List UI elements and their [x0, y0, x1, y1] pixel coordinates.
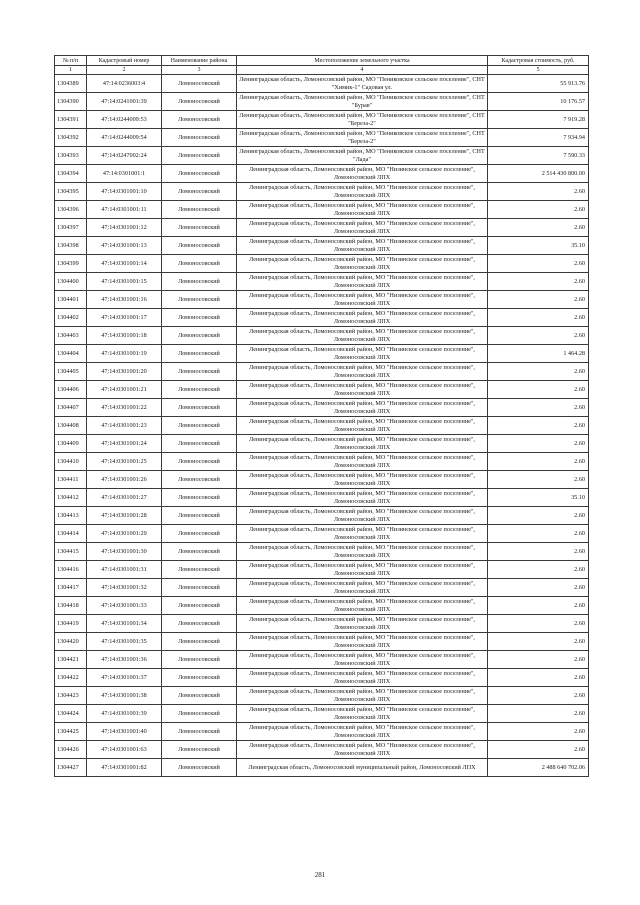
- cadastral-value-cell: 1 464.28: [488, 345, 589, 363]
- location-cell: Ленинградская область, Ломоносовский район, МО "Низинское сельское поселение", Ломоносовский ЛПХ: [237, 741, 488, 759]
- cadastral-value-cell: 2.60: [488, 453, 589, 471]
- cadastral-number-cell: 47:14:0301001:15: [87, 273, 162, 291]
- row-number-cell: 1304411: [55, 471, 87, 489]
- cadastral-value-cell: 2.60: [488, 525, 589, 543]
- row-number-cell: 1304391: [55, 111, 87, 129]
- cadastral-number-cell: 47:14:0301001:12: [87, 219, 162, 237]
- row-number-cell: 1304426: [55, 741, 87, 759]
- cadastral-value-cell: 2 488 640 702.06: [488, 759, 589, 777]
- location-cell: Ленинградская область, Ломоносовский район, МО "Пениковское сельское поселение", СНТ "Лада": [237, 147, 488, 165]
- cadastral-number-cell: 47:14:0301001:1: [87, 165, 162, 183]
- cadastral-value-cell: 2.60: [488, 741, 589, 759]
- district-cell: Ломоносовский: [162, 435, 237, 453]
- district-cell: Ломоносовский: [162, 255, 237, 273]
- table-row: [55, 525, 589, 543]
- district-cell: Ломоносовский: [162, 687, 237, 705]
- cadastral-number-cell: 47:14:0301001:82: [87, 759, 162, 777]
- cadastral-value-cell: 7 590.33: [488, 147, 589, 165]
- cadastral-value-cell: 55 913.76: [488, 75, 589, 93]
- location-cell: Ленинградская область, Ломоносовский район, МО "Низинское сельское поселение", Ломоносовский ЛПХ: [237, 417, 488, 435]
- table-row: [55, 507, 589, 525]
- cadastral-number-cell: 47:14:0301001:31: [87, 561, 162, 579]
- table-row: [55, 273, 589, 291]
- row-number-cell: 1304415: [55, 543, 87, 561]
- district-cell: Ломоносовский: [162, 93, 237, 111]
- location-cell: Ленинградская область, Ломоносовский район, МО "Низинское сельское поселение", Ломоносовский ЛПХ: [237, 489, 488, 507]
- district-cell: Ломоносовский: [162, 525, 237, 543]
- district-cell: Ломоносовский: [162, 471, 237, 489]
- row-number-cell: 1304395: [55, 183, 87, 201]
- cadastral-number-cell: 47:14:0301001:28: [87, 507, 162, 525]
- row-number-cell: 1304402: [55, 309, 87, 327]
- column-number: 3: [162, 66, 237, 75]
- cadastral-number-cell: 47:14:0301001:63: [87, 741, 162, 759]
- row-number-cell: 1304389: [55, 75, 87, 93]
- cadastral-number-cell: 47:14:0301001:14: [87, 255, 162, 273]
- district-cell: Ломоносовский: [162, 615, 237, 633]
- table-row: [55, 597, 589, 615]
- district-cell: Ломоносовский: [162, 147, 237, 165]
- cadastral-value-cell: 2.60: [488, 723, 589, 741]
- cadastral-value-cell: 2.60: [488, 507, 589, 525]
- cadastral-number-cell: 47:14:0301001:24: [87, 435, 162, 453]
- row-number-cell: 1304405: [55, 363, 87, 381]
- table-row: [55, 363, 589, 381]
- location-cell: Ленинградская область, Ломоносовский район, МО "Низинское сельское поселение", Ломоносовский ЛПХ: [237, 723, 488, 741]
- table-row: [55, 633, 589, 651]
- cadastral-number-cell: 47:14:0301001:20: [87, 363, 162, 381]
- cadastral-value-cell: 7 919.28: [488, 111, 589, 129]
- location-cell: Ленинградская область, Ломоносовский район, МО "Пениковское сельское поселение", СНТ "Береза-2": [237, 111, 488, 129]
- location-cell: Ленинградская область, Ломоносовский район, МО "Низинское сельское поселение", Ломоносовский ЛПХ: [237, 165, 488, 183]
- cadastral-value-cell: 2.60: [488, 417, 589, 435]
- column-number-row: [55, 66, 589, 75]
- district-cell: Ломоносовский: [162, 669, 237, 687]
- location-cell: Ленинградская область, Ломоносовский район, МО "Пениковское сельское поселение", СНТ "Бурав": [237, 93, 488, 111]
- location-cell: Ленинградская область, Ломоносовский район, МО "Низинское сельское поселение", Ломоносовский ЛПХ: [237, 561, 488, 579]
- cadastral-number-cell: 47:14:0301001:33: [87, 597, 162, 615]
- cadastral-value-cell: 2.60: [488, 543, 589, 561]
- table-row: [55, 543, 589, 561]
- table-row: [55, 309, 589, 327]
- cadastral-value-cell: 7 934.94: [488, 129, 589, 147]
- cadastral-value-cell: 2.60: [488, 255, 589, 273]
- table-row: [55, 741, 589, 759]
- district-cell: Ломоносовский: [162, 561, 237, 579]
- row-number-cell: 1304427: [55, 759, 87, 777]
- district-cell: Ломоносовский: [162, 363, 237, 381]
- table-row: [55, 687, 589, 705]
- table-row: [55, 291, 589, 309]
- row-number-cell: 1304393: [55, 147, 87, 165]
- cadastral-number-cell: 47:14:0247002:24: [87, 147, 162, 165]
- district-cell: Ломоносовский: [162, 129, 237, 147]
- cadastral-value-cell: 35.10: [488, 237, 589, 255]
- location-cell: Ленинградская область, Ломоносовский район, МО "Низинское сельское поселение", Ломоносовский ЛПХ: [237, 381, 488, 399]
- cadastral-value-cell: 2.60: [488, 201, 589, 219]
- location-cell: Ленинградская область, Ломоносовский район, МО "Низинское сельское поселение", Ломоносовский ЛПХ: [237, 255, 488, 273]
- district-cell: Ломоносовский: [162, 327, 237, 345]
- row-number-cell: 1304414: [55, 525, 87, 543]
- row-number-cell: 1304408: [55, 417, 87, 435]
- header-district: Наименование района: [162, 56, 237, 66]
- table-row: [55, 417, 589, 435]
- cadastral-number-cell: 47:14:0301001:10: [87, 183, 162, 201]
- row-number-cell: 1304424: [55, 705, 87, 723]
- district-cell: Ломоносовский: [162, 453, 237, 471]
- location-cell: Ленинградская область, Ломоносовский район, МО "Низинское сельское поселение", Ломоносовский ЛПХ: [237, 435, 488, 453]
- row-number-cell: 1304425: [55, 723, 87, 741]
- location-cell: Ленинградская область, Ломоносовский район, МО "Низинское сельское поселение", Ломоносовский ЛПХ: [237, 525, 488, 543]
- cadastral-number-cell: 47:14:0301001:39: [87, 705, 162, 723]
- row-number-cell: 1304417: [55, 579, 87, 597]
- row-number-cell: 1304423: [55, 687, 87, 705]
- location-cell: Ленинградская область, Ломоносовский район, МО "Низинское сельское поселение", Ломоносовский ЛПХ: [237, 543, 488, 561]
- location-cell: Ленинградская область, Ломоносовский район, МО "Низинское сельское поселение", Ломоносовский ЛПХ: [237, 309, 488, 327]
- row-number-cell: 1304400: [55, 273, 87, 291]
- table-row: [55, 453, 589, 471]
- location-cell: Ленинградская область, Ломоносовский район, МО "Низинское сельское поселение", Ломоносовский ЛПХ: [237, 705, 488, 723]
- row-number-cell: 1304396: [55, 201, 87, 219]
- district-cell: Ломоносовский: [162, 165, 237, 183]
- location-cell: Ленинградская область, Ломоносовский район, МО "Низинское сельское поселение", Ломоносовский ЛПХ: [237, 669, 488, 687]
- cadastral-value-cell: 2.60: [488, 651, 589, 669]
- cadastral-number-cell: 47:14:0244009:54: [87, 129, 162, 147]
- table-row: [55, 435, 589, 453]
- cadastral-value-cell: 2.60: [488, 327, 589, 345]
- cadastral-number-cell: 47:14:0244009:53: [87, 111, 162, 129]
- table-row: [55, 129, 589, 147]
- row-number-cell: 1304404: [55, 345, 87, 363]
- district-cell: Ломоносовский: [162, 291, 237, 309]
- column-number: 5: [488, 66, 589, 75]
- cadastral-number-cell: 47:14:0301001:40: [87, 723, 162, 741]
- district-cell: Ломоносовский: [162, 633, 237, 651]
- row-number-cell: 1304419: [55, 615, 87, 633]
- location-cell: Ленинградская область, Ломоносовский район, МО "Пениковское сельское поселение", СНТ "Химик-1" Садовая ул.: [237, 75, 488, 93]
- table-row: [55, 399, 589, 417]
- cadastral-value-cell: 2.60: [488, 435, 589, 453]
- location-cell: Ленинградская область, Ломоносовский район, МО "Низинское сельское поселение", Ломоносовский ЛПХ: [237, 597, 488, 615]
- table-row: [55, 75, 589, 93]
- row-number-cell: 1304397: [55, 219, 87, 237]
- row-number-cell: 1304413: [55, 507, 87, 525]
- cadastral-number-cell: 47:14:0301001:25: [87, 453, 162, 471]
- cadastral-number-cell: 47:14:0301001:23: [87, 417, 162, 435]
- cadastral-value-cell: 2.60: [488, 219, 589, 237]
- cadastral-number-cell: 47:14:0301001:26: [87, 471, 162, 489]
- district-cell: Ломоносовский: [162, 741, 237, 759]
- cadastral-value-cell: 2.60: [488, 399, 589, 417]
- row-number-cell: 1304392: [55, 129, 87, 147]
- cadastral-value-cell: 2.60: [488, 579, 589, 597]
- column-number: 4: [237, 66, 488, 75]
- row-number-cell: 1304409: [55, 435, 87, 453]
- location-cell: Ленинградская область, Ломоносовский район, МО "Низинское сельское поселение", Ломоносовский ЛПХ: [237, 345, 488, 363]
- cadastral-value-cell: 35.10: [488, 489, 589, 507]
- location-cell: Ленинградская область, Ломоносовский район, МО "Низинское сельское поселение", Ломоносовский ЛПХ: [237, 273, 488, 291]
- cadastral-number-cell: 47:14:0301001:11: [87, 201, 162, 219]
- location-cell: Ленинградская область, Ломоносовский район, МО "Низинское сельское поселение", Ломоносовский ЛПХ: [237, 291, 488, 309]
- district-cell: Ломоносовский: [162, 507, 237, 525]
- table-row: [55, 147, 589, 165]
- cadastral-value-cell: 2.60: [488, 633, 589, 651]
- district-cell: Ломоносовский: [162, 75, 237, 93]
- cadastral-number-cell: 47:14:0301001:32: [87, 579, 162, 597]
- district-cell: Ломоносовский: [162, 597, 237, 615]
- location-cell: Ленинградская область, Ломоносовский район, МО "Низинское сельское поселение", Ломоносовский ЛПХ: [237, 471, 488, 489]
- location-cell: Ленинградская область, Ломоносовский район, МО "Пениковское сельское поселение", СНТ "Береза-2": [237, 129, 488, 147]
- location-cell: Ленинградская область, Ломоносовский район, МО "Низинское сельское поселение", Ломоносовский ЛПХ: [237, 651, 488, 669]
- cadastral-value-cell: 2.60: [488, 183, 589, 201]
- table-row: [55, 345, 589, 363]
- location-cell: Ленинградская область, Ломоносовский район, МО "Низинское сельское поселение", Ломоносовский ЛПХ: [237, 687, 488, 705]
- cadastral-number-cell: 47:14:0301001:38: [87, 687, 162, 705]
- district-cell: Ломоносовский: [162, 309, 237, 327]
- row-number-cell: 1304406: [55, 381, 87, 399]
- district-cell: Ломоносовский: [162, 399, 237, 417]
- cadastral-value-cell: 2.60: [488, 471, 589, 489]
- row-number-cell: 1304390: [55, 93, 87, 111]
- cadastral-value-cell: 2.60: [488, 705, 589, 723]
- cadastral-value-cell: 2.60: [488, 597, 589, 615]
- table-row: [55, 471, 589, 489]
- cadastral-number-cell: 47:14:0236003:4: [87, 75, 162, 93]
- location-cell: Ленинградская область, Ломоносовский муниципальный район, Ломоносовский ЛПХ: [237, 759, 488, 777]
- cadastral-number-cell: 47:14:0301001:18: [87, 327, 162, 345]
- header-cadastral-number: Кадастровый номер: [87, 56, 162, 66]
- table-row: [55, 615, 589, 633]
- header-location: Местоположение земельного участка: [237, 56, 488, 66]
- cadastral-number-cell: 47:14:0241001:39: [87, 93, 162, 111]
- row-number-cell: 1304401: [55, 291, 87, 309]
- cadastral-number-cell: 47:14:0301001:34: [87, 615, 162, 633]
- district-cell: Ломоносовский: [162, 759, 237, 777]
- cadastral-number-cell: 47:14:0301001:16: [87, 291, 162, 309]
- column-number: 1: [55, 66, 87, 75]
- header-cadastral-value: Кадастровая стоимость, руб.: [488, 56, 589, 66]
- row-number-cell: 1304403: [55, 327, 87, 345]
- location-cell: Ленинградская область, Ломоносовский район, МО "Низинское сельское поселение", Ломоносовский ЛПХ: [237, 615, 488, 633]
- row-number-cell: 1304421: [55, 651, 87, 669]
- cadastral-number-cell: 47:14:0301001:30: [87, 543, 162, 561]
- district-cell: Ломоносовский: [162, 579, 237, 597]
- table-row: [55, 255, 589, 273]
- district-cell: Ломоносовский: [162, 543, 237, 561]
- table-row: [55, 327, 589, 345]
- location-cell: Ленинградская область, Ломоносовский район, МО "Низинское сельское поселение", Ломоносовский ЛПХ: [237, 363, 488, 381]
- table-row: [55, 381, 589, 399]
- cadastral-number-cell: 47:14:0301001:13: [87, 237, 162, 255]
- location-cell: Ленинградская область, Ломоносовский район, МО "Низинское сельское поселение", Ломоносовский ЛПХ: [237, 507, 488, 525]
- cadastral-value-cell: 2.60: [488, 687, 589, 705]
- row-number-cell: 1304418: [55, 597, 87, 615]
- district-cell: Ломоносовский: [162, 489, 237, 507]
- location-cell: Ленинградская область, Ломоносовский район, МО "Низинское сельское поселение", Ломоносовский ЛПХ: [237, 579, 488, 597]
- cadastral-value-cell: 2.60: [488, 669, 589, 687]
- location-cell: Ленинградская область, Ломоносовский район, МО "Низинское сельское поселение", Ломоносовский ЛПХ: [237, 633, 488, 651]
- table-row: [55, 651, 589, 669]
- cadastral-value-cell: 2.60: [488, 273, 589, 291]
- table-row: [55, 705, 589, 723]
- table-row: [55, 201, 589, 219]
- row-number-cell: 1304416: [55, 561, 87, 579]
- table-row: [55, 669, 589, 687]
- table-row: [55, 183, 589, 201]
- cadastral-value-cell: 2.60: [488, 381, 589, 399]
- district-cell: Ломоносовский: [162, 381, 237, 399]
- table-row: [55, 219, 589, 237]
- location-cell: Ленинградская область, Ломоносовский район, МО "Низинское сельское поселение", Ломоносовский ЛПХ: [237, 453, 488, 471]
- table-row: [55, 759, 589, 777]
- cadastral-number-cell: 47:14:0301001:35: [87, 633, 162, 651]
- cadastral-number-cell: 47:14:0301001:29: [87, 525, 162, 543]
- row-number-cell: 1304398: [55, 237, 87, 255]
- cadastral-number-cell: 47:14:0301001:37: [87, 669, 162, 687]
- page-number: 281: [314, 871, 326, 879]
- row-number-cell: 1304420: [55, 633, 87, 651]
- table-row: [55, 93, 589, 111]
- location-cell: Ленинградская область, Ломоносовский район, МО "Низинское сельское поселение", Ломоносовский ЛПХ: [237, 399, 488, 417]
- table-row: [55, 165, 589, 183]
- cadastral-value-cell: 2.60: [488, 561, 589, 579]
- cadastral-value-cell: 2 514 430 800.00: [488, 165, 589, 183]
- cadastral-number-cell: 47:14:0301001:19: [87, 345, 162, 363]
- cadastral-number-cell: 47:14:0301001:36: [87, 651, 162, 669]
- table-row: [55, 723, 589, 741]
- cadastral-value-cell: 2.60: [488, 615, 589, 633]
- table-row: [55, 489, 589, 507]
- cadastral-number-cell: 47:14:0301001:22: [87, 399, 162, 417]
- table-row: [55, 237, 589, 255]
- row-number-cell: 1304407: [55, 399, 87, 417]
- district-cell: Ломоносовский: [162, 417, 237, 435]
- row-number-cell: 1304399: [55, 255, 87, 273]
- row-number-cell: 1304422: [55, 669, 87, 687]
- table-row: [55, 561, 589, 579]
- cadastral-value-table: [54, 55, 589, 777]
- location-cell: Ленинградская область, Ломоносовский район, МО "Низинское сельское поселение", Ломоносовский ЛПХ: [237, 201, 488, 219]
- location-cell: Ленинградская область, Ломоносовский район, МО "Низинское сельское поселение", Ломоносовский ЛПХ: [237, 327, 488, 345]
- district-cell: Ломоносовский: [162, 111, 237, 129]
- district-cell: Ломоносовский: [162, 651, 237, 669]
- district-cell: Ломоносовский: [162, 723, 237, 741]
- cadastral-value-cell: 2.60: [488, 291, 589, 309]
- district-cell: Ломоносовский: [162, 237, 237, 255]
- cadastral-value-cell: 2.60: [488, 309, 589, 327]
- cadastral-value-cell: 2.60: [488, 363, 589, 381]
- row-number-cell: 1304412: [55, 489, 87, 507]
- header-number: № п/п: [55, 56, 87, 66]
- district-cell: Ломоносовский: [162, 273, 237, 291]
- cadastral-number-cell: 47:14:0301001:17: [87, 309, 162, 327]
- district-cell: Ломоносовский: [162, 183, 237, 201]
- location-cell: Ленинградская область, Ломоносовский район, МО "Низинское сельское поселение", Ломоносовский ЛПХ: [237, 183, 488, 201]
- district-cell: Ломоносовский: [162, 345, 237, 363]
- district-cell: Ломоносовский: [162, 705, 237, 723]
- table-row: [55, 579, 589, 597]
- row-number-cell: 1304394: [55, 165, 87, 183]
- table-row: [55, 111, 589, 129]
- district-cell: Ломоносовский: [162, 219, 237, 237]
- district-cell: Ломоносовский: [162, 201, 237, 219]
- location-cell: Ленинградская область, Ломоносовский район, МО "Низинское сельское поселение", Ломоносовский ЛПХ: [237, 237, 488, 255]
- column-number: 2: [87, 66, 162, 75]
- row-number-cell: 1304410: [55, 453, 87, 471]
- table-header-row: [55, 56, 589, 66]
- cadastral-number-cell: 47:14:0301001:27: [87, 489, 162, 507]
- cadastral-value-cell: 10 176.57: [488, 93, 589, 111]
- location-cell: Ленинградская область, Ломоносовский район, МО "Низинское сельское поселение", Ломоносовский ЛПХ: [237, 219, 488, 237]
- cadastral-number-cell: 47:14:0301001:21: [87, 381, 162, 399]
